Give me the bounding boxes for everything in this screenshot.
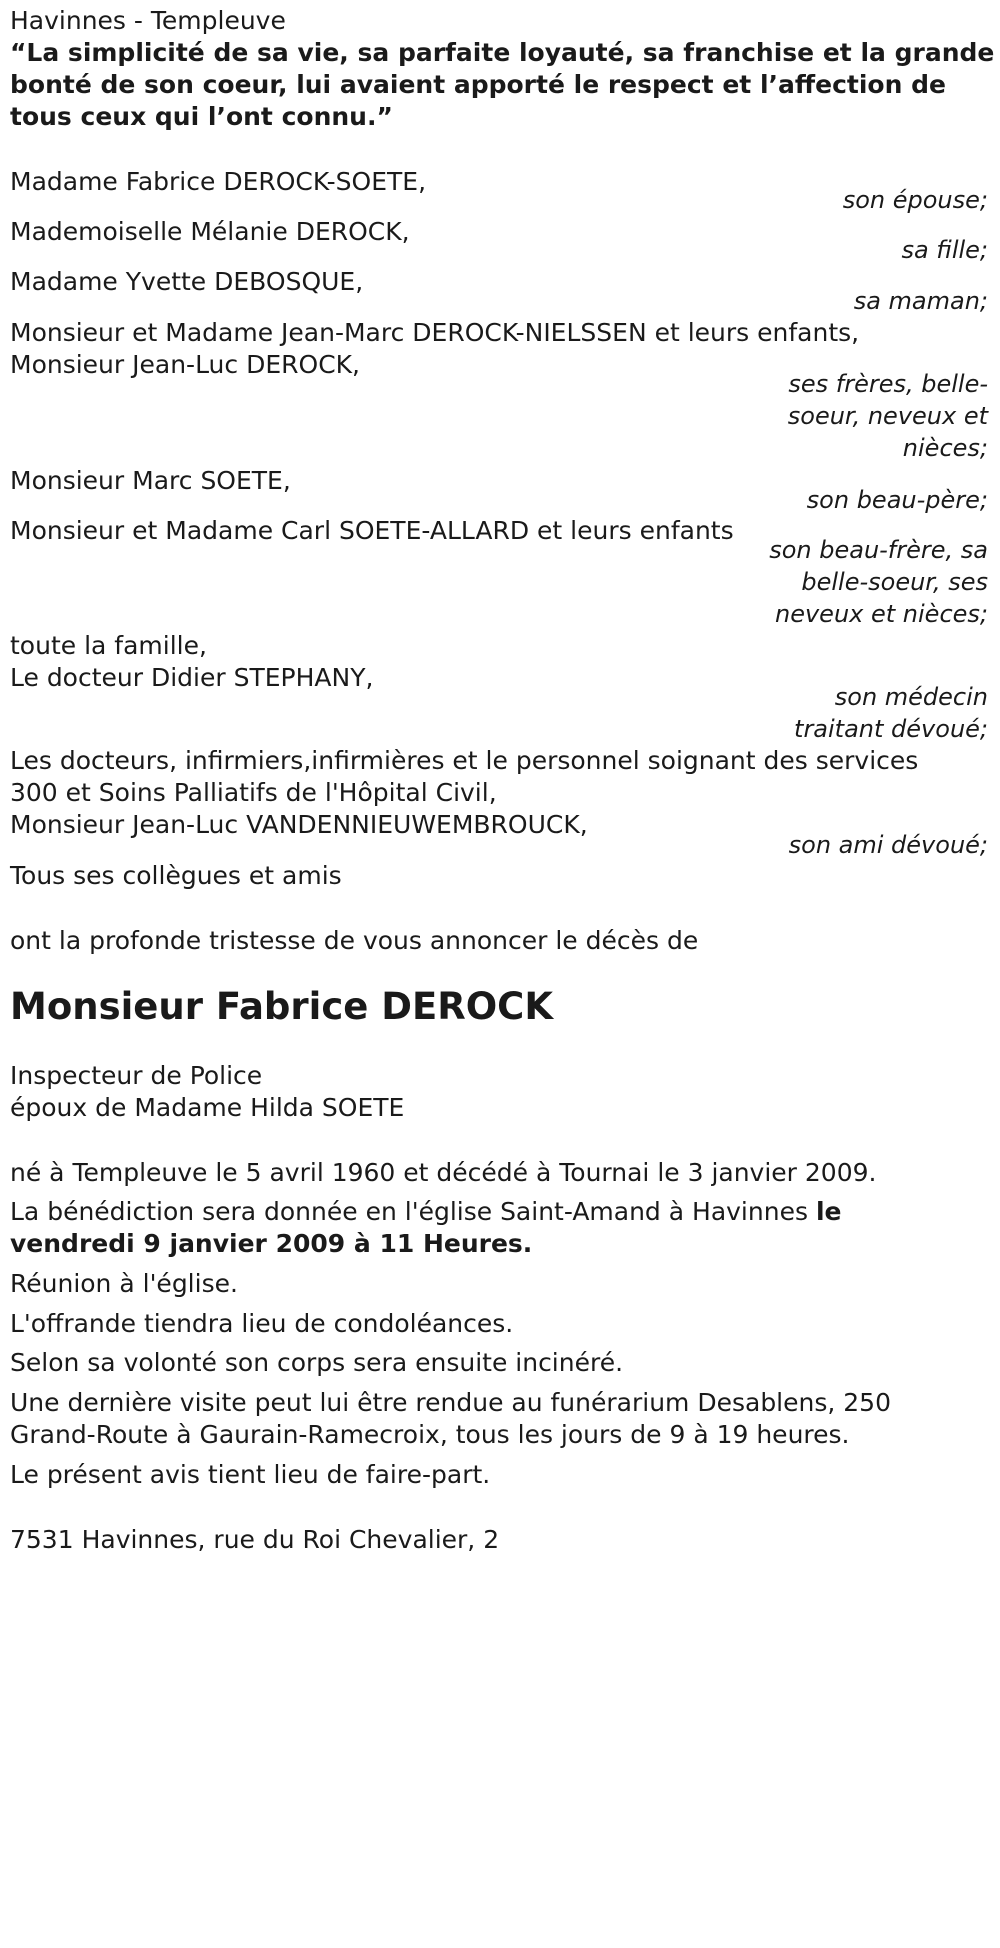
ami-name: Monsieur Jean-Luc VANDENNIEUWEMBROUCK, — [10, 810, 588, 839]
address-line: 7531 Havinnes, rue du Roi Chevalier, 2 — [10, 1525, 500, 1554]
epouse-role: son épouse; — [842, 186, 988, 214]
visite-line-2: Grand-Route à Gaurain-Ramecroix, tous les jours de 9 à 19 heures. — [10, 1420, 850, 1449]
ami-role: son ami dévoué; — [788, 831, 988, 859]
benediction-date: vendredi 9 janvier 2009 à 11 Heures. — [10, 1229, 533, 1258]
quote-line-1: “La simplicité de sa vie, sa parfaite loyauté, sa franchise et la grande — [10, 38, 995, 67]
soignants-line-2: 300 et Soins Palliatifs de l'Hôpital Civil, — [10, 778, 497, 807]
fille-role: sa fille; — [901, 236, 988, 264]
epouse-name: Madame Fabrice DEROCK-SOETE, — [10, 167, 427, 196]
maman-role: sa maman; — [853, 287, 988, 315]
maman-name: Madame Yvette DEBOSQUE, — [10, 267, 364, 296]
beaufrere-role-2: belle-soeur, ses — [801, 568, 988, 596]
collegues-line: Tous ses collègues et amis — [10, 861, 342, 890]
beaufrere-role-3: neveux et nièces; — [775, 600, 988, 628]
medecin-name: Le docteur Didier STEPHANY, — [10, 663, 374, 692]
benediction-text: La bénédiction sera donnée en l'église Saint-Amand à Havinnes — [10, 1197, 808, 1226]
soignants-line-1: Les docteurs, infirmiers,infirmières et le personnel soignant des services — [10, 746, 919, 775]
deceased-name: Monsieur Fabrice DEROCK — [10, 985, 554, 1028]
beaufrere-name: Monsieur et Madame Carl SOETE-ALLARD et leurs enfants — [10, 516, 734, 545]
benediction-bold-le: le — [815, 1197, 842, 1226]
beaupere-role: son beau-père; — [806, 486, 988, 514]
quote-line-3: tous ceux qui l’ont connu.” — [10, 102, 393, 131]
freres-role-2: soeur, neveux et — [787, 402, 988, 430]
profession-line: Inspecteur de Police — [10, 1061, 263, 1090]
birth-death-line: né à Templeuve le 5 avril 1960 et décédé à Tournai le 3 janvier 2009. — [10, 1158, 877, 1187]
beaufrere-role-1: son beau-frère, sa — [769, 536, 988, 564]
medecin-role-1: son médecin — [834, 683, 988, 711]
offrande-line: L'offrande tiendra lieu de condoléances. — [10, 1309, 514, 1338]
faire-part-line: Le présent avis tient lieu de faire-part. — [10, 1460, 491, 1489]
freres-name-1: Monsieur et Madame Jean-Marc DEROCK-NIELSSEN et leurs enfants, — [10, 318, 860, 347]
freres-role-3: nièces; — [902, 434, 988, 462]
announce-line: ont la profonde tristesse de vous annoncer le décès de — [10, 926, 699, 955]
fille-name: Mademoiselle Mélanie DEROCK, — [10, 217, 410, 246]
freres-name-2: Monsieur Jean-Luc DEROCK, — [10, 350, 360, 379]
famille-line: toute la famille, — [10, 631, 207, 660]
visite-line-1: Une dernière visite peut lui être rendue au funérarium Desablens, 250 — [10, 1388, 891, 1417]
header-location: Havinnes - Templeuve — [10, 6, 286, 35]
freres-role-1: ses frères, belle- — [788, 370, 988, 398]
beaupere-name: Monsieur Marc SOETE, — [10, 466, 291, 495]
reunion-line: Réunion à l'église. — [10, 1269, 238, 1298]
spouse-line: époux de Madame Hilda SOETE — [10, 1093, 405, 1122]
medecin-role-2: traitant dévoué; — [794, 715, 988, 743]
volonte-line: Selon sa volonté son corps sera ensuite inciné​ré. — [10, 1348, 624, 1377]
quote-line-2: bonté de son coeur, lui avaient apporté le respect et l’affection de — [10, 70, 946, 99]
